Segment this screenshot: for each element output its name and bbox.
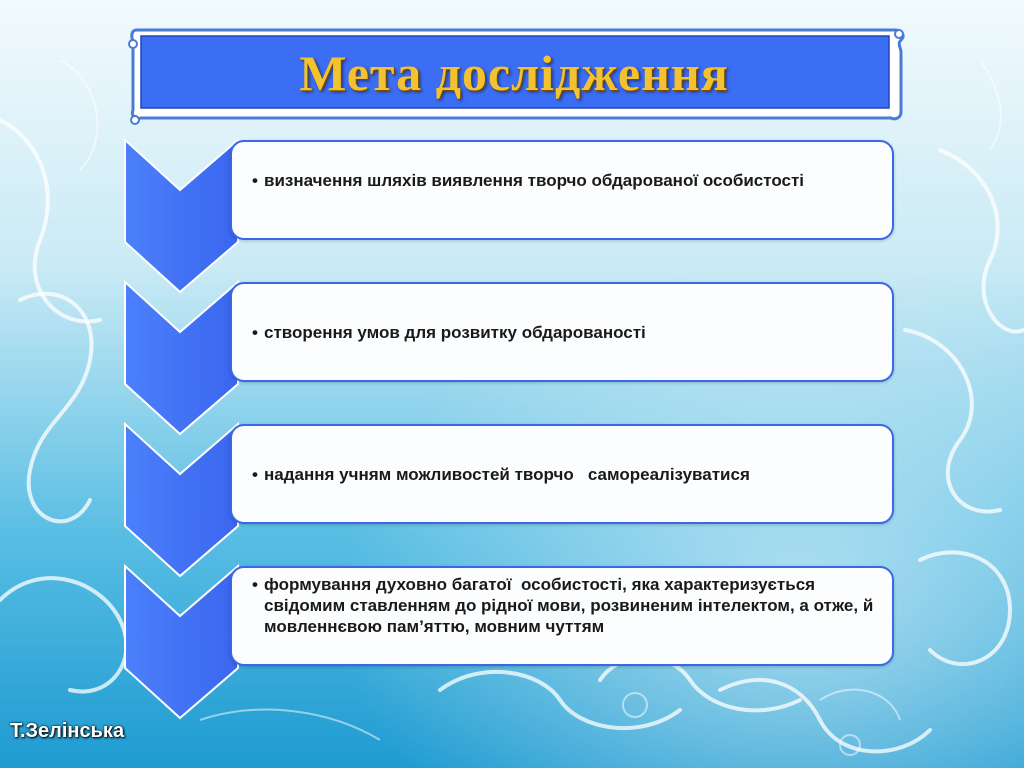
bullet-icon: •: [252, 465, 258, 484]
goal-item-text: визначення шляхів виявлення творчо обдарованої особистості: [264, 171, 805, 190]
goal-item-3: [230, 424, 894, 524]
author-label: Т.Зелінська: [10, 720, 125, 742]
chevron-3: [125, 424, 238, 576]
bullet-icon: •: [252, 171, 258, 190]
goal-item-4: [230, 566, 894, 666]
bullet-icon: •: [252, 575, 258, 594]
chevron-1: [125, 140, 238, 292]
bullet-icon: •: [252, 323, 258, 342]
goal-item-text: створення умов для розвитку обдарованості: [264, 323, 646, 342]
goal-item-2: [230, 282, 894, 382]
page-title: Мета дослідження: [299, 45, 729, 101]
goal-item-text: надання учням можливостей творчо самореалізуватися: [264, 465, 750, 484]
goal-item-1: [230, 140, 894, 240]
chevron-4: [125, 566, 238, 718]
goal-item-text: формування духовно багатої особистості, яка характеризується свідомим ставленням до рідної мови, розвиненим інтелектом, а отже, й мовленнєвою пам’яттю, мовним чуттям: [264, 575, 879, 636]
chevron-2: [125, 282, 238, 434]
